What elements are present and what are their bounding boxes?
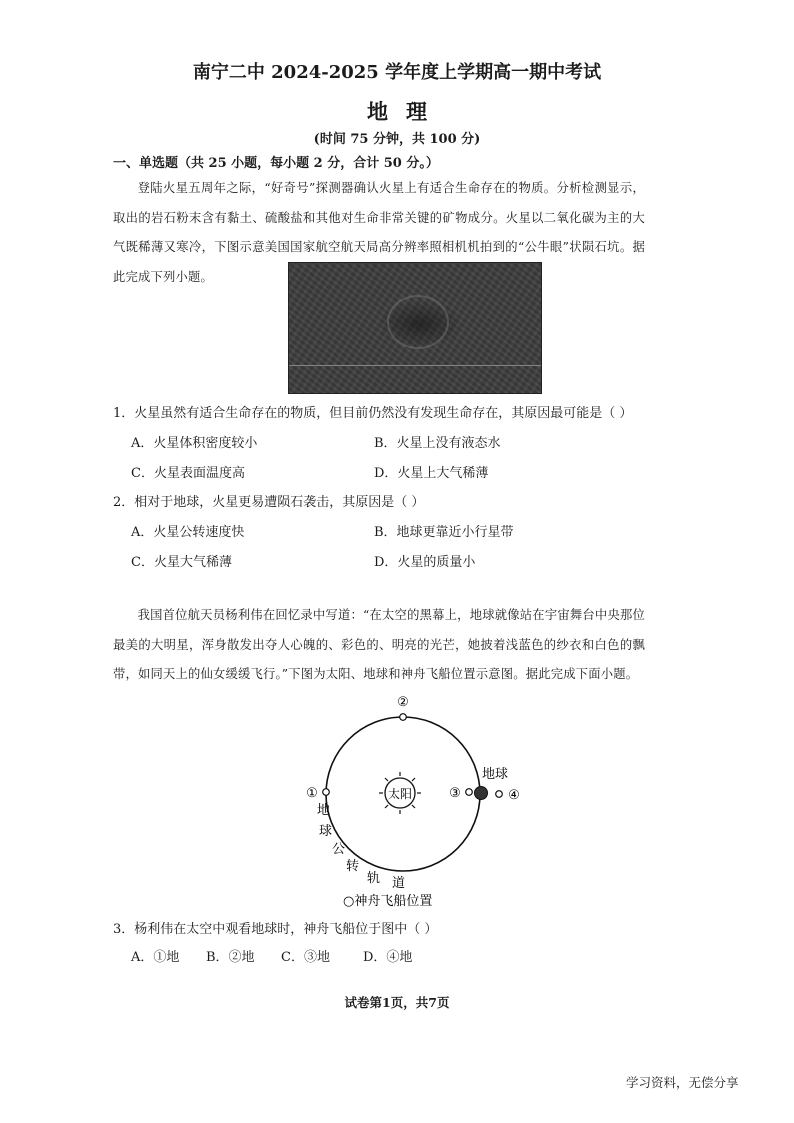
time-info: (时间 75 分钟，共 100 分) bbox=[313, 132, 481, 147]
question-3-stem: 3．杨利伟在太空中观看地球时，神舟飞船位于图中（ ） bbox=[113, 922, 438, 937]
question-3-option-d[interactable]: D．④地 bbox=[363, 950, 413, 965]
orbit-label-char-4: 转 bbox=[346, 859, 360, 874]
spacecraft-position-1 bbox=[323, 789, 330, 796]
photo-streak bbox=[289, 365, 541, 366]
crater-ring bbox=[387, 295, 449, 349]
question-1-option-c[interactable]: C．火星表面温度高 bbox=[131, 466, 245, 481]
question-3-option-b[interactable]: B．②地 bbox=[206, 950, 255, 965]
section-heading: 一、单选题（共 25 小题，每小题 2 分，合计 50 分。） bbox=[113, 156, 439, 171]
question-3-option-a[interactable]: A．①地 bbox=[131, 950, 180, 965]
question-2-option-c[interactable]: C．火星大气稀薄 bbox=[131, 555, 232, 570]
legend-spacecraft: ○神舟飞船位置 bbox=[343, 894, 433, 909]
marker-1: ① bbox=[306, 786, 318, 801]
orbit-label-char-6: 道 bbox=[392, 876, 406, 891]
question-2-option-d[interactable]: D．火星的质量小 bbox=[374, 555, 476, 570]
question-1-option-b[interactable]: B．火星上没有液态水 bbox=[374, 436, 501, 451]
earth-icon bbox=[475, 787, 488, 800]
question-2-stem: 2．相对于地球，火星更易遭陨石袭击，其原因是（ ） bbox=[113, 495, 425, 510]
marker-2: ② bbox=[397, 695, 409, 710]
crater-photo bbox=[288, 262, 542, 394]
passage-2: 我国首位航天员杨利伟在回忆录中写道：“在太空的黑幕上，地球就像站在宇宙舞台中央那位最美的大明星，浑身散发出夺人心魄的、彩色的、明亮的光芒，她披着浅蓝色的纱衣和白色的飘带，如同天上的仙女缓缓飞行。”下图为太阳、地球和神舟飞船位置示意图。据此完成下面小题。 bbox=[113, 608, 645, 681]
orbit-label-char-1: 地 bbox=[317, 803, 331, 818]
question-2-option-b[interactable]: B．地球更靠近小行星带 bbox=[374, 525, 514, 540]
marker-4: ④ bbox=[508, 788, 520, 803]
question-3-option-c[interactable]: C．③地 bbox=[281, 950, 330, 965]
question-1-stem: 1．火星虽然有适合生命存在的物质，但目前仍然没有发现生命存在，其原因最可能是（ ） bbox=[113, 406, 633, 421]
passage-1: 登陆火星五周年之际，“好奇号”探测器确认火星上有适合生命存在的物质。分析检测显示，取出的岩石粉末含有黏土、硫酸盐和其他对生命非常关键的矿物成分。火星以二氧化碳为主的大气既稀薄又寒冷，下图示意美国国家航空航天局高分辨率照相机机拍到的“公牛眼”状陨石坑。据此完成下列小题。 bbox=[113, 181, 645, 284]
orbit-label-char-5: 轨 bbox=[367, 871, 381, 886]
exam-title: 南宁二中 2024-2025 学年度上学期高一期中考试 bbox=[192, 62, 602, 83]
orbit-label-char-3: 公 bbox=[332, 842, 346, 857]
earth-label: 地球 bbox=[481, 767, 509, 782]
question-2-option-a[interactable]: A．火星公转速度快 bbox=[131, 525, 245, 540]
page-number: 试卷第1页，共7页 bbox=[344, 995, 450, 1010]
sun-label: 太阳 bbox=[387, 787, 413, 801]
marker-3: ③ bbox=[449, 786, 461, 801]
spacecraft-position-4 bbox=[496, 791, 503, 798]
spacecraft-position-3 bbox=[466, 789, 473, 796]
spacecraft-position-2 bbox=[400, 714, 407, 721]
orbit-label-char-2: 球 bbox=[319, 824, 333, 839]
subject-title: 地理 bbox=[367, 99, 445, 124]
question-1-option-d[interactable]: D．火星上大气稀薄 bbox=[374, 466, 489, 481]
question-1-option-a[interactable]: A．火星体积密度较小 bbox=[131, 436, 258, 451]
orbit-diagram bbox=[295, 690, 535, 912]
share-note: 学习资料，无偿分享 bbox=[626, 1075, 739, 1090]
